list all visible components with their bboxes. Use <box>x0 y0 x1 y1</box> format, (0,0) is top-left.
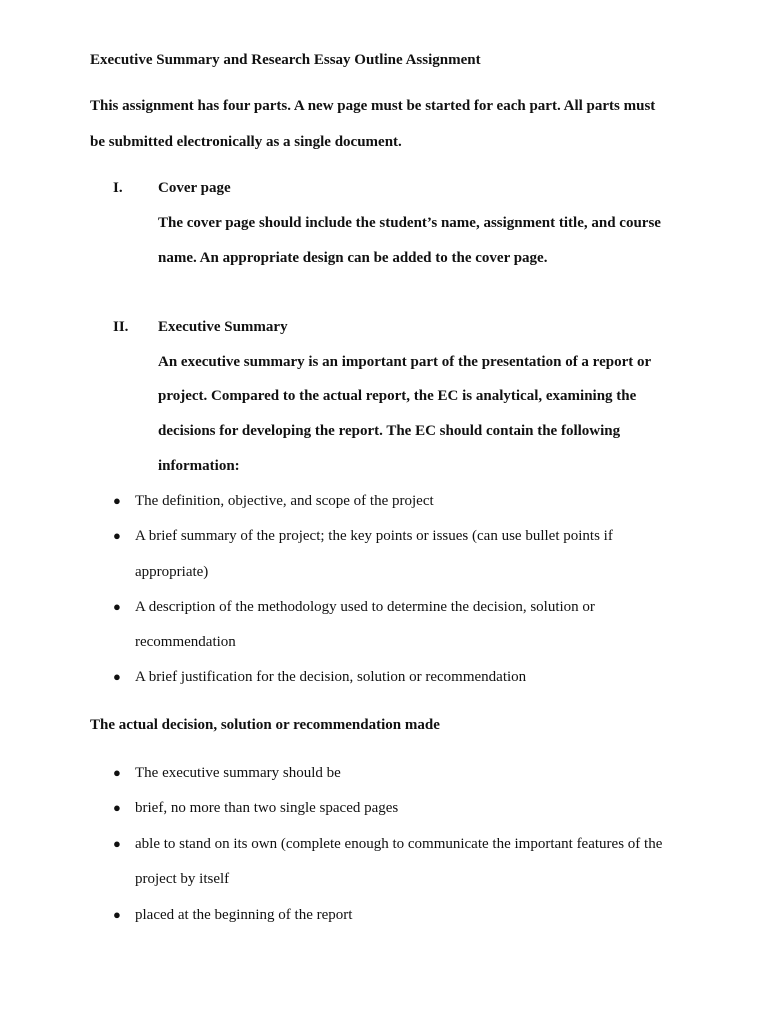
section-2-body-line: project. Compared to the actual report, the EC is analytical, examining the <box>158 388 637 404</box>
section-1-heading: Cover page <box>158 180 231 196</box>
ec-bullet-text: recommendation <box>135 634 236 650</box>
ec-bullet-text: A brief justification for the decision, solution or recommendation <box>135 669 527 685</box>
bullet-icon: ● <box>113 599 121 614</box>
bullet-icon: ● <box>113 907 121 922</box>
intro-line-2: be submitted electronically as a single document. <box>90 134 402 150</box>
ec-bullet-text: The definition, objective, and scope of the project <box>135 493 434 509</box>
summary-bullet-text: The executive summary should be <box>135 765 341 781</box>
bullet-icon: ● <box>113 800 121 815</box>
ec-bullet-text: A brief summary of the project; the key points or issues (can use bullet points if <box>135 528 613 544</box>
section-2-body-line: information: <box>158 458 240 474</box>
summary-bullet-text: placed at the beginning of the report <box>135 907 353 923</box>
bullet-icon: ● <box>113 528 121 543</box>
section-1-body-line: name. An appropriate design can be added to the cover page. <box>158 250 548 266</box>
section-2-body-line: decisions for developing the report. The EC should contain the following <box>158 423 621 439</box>
section-2-heading: Executive Summary <box>158 319 288 335</box>
section-2-numeral: II. <box>113 319 129 335</box>
summary-bullet-text: able to stand on its own (complete enough to communicate the important features of the <box>135 836 663 852</box>
bullet-icon: ● <box>113 669 121 684</box>
section-1-body-line: The cover page should include the student’s name, assignment title, and course <box>158 215 661 231</box>
ec-bullet-text: appropriate) <box>135 564 209 580</box>
ec-bullet-text: A description of the methodology used to determine the decision, solution or <box>135 599 595 615</box>
section-subheading: The actual decision, solution or recommendation made <box>90 717 440 733</box>
section-2-body-line: An executive summary is an important part of the presentation of a report or <box>158 354 652 370</box>
bullet-icon: ● <box>113 836 121 851</box>
bullet-icon: ● <box>113 765 121 780</box>
section-1-numeral: I. <box>113 180 123 196</box>
document-title: Executive Summary and Research Essay Outline Assignment <box>90 52 481 68</box>
summary-bullet-text: brief, no more than two single spaced pages <box>135 800 399 816</box>
bullet-icon: ● <box>113 493 121 508</box>
summary-bullet-text: project by itself <box>135 871 230 887</box>
intro-line-1: This assignment has four parts. A new page must be started for each part. All parts must <box>90 98 656 114</box>
